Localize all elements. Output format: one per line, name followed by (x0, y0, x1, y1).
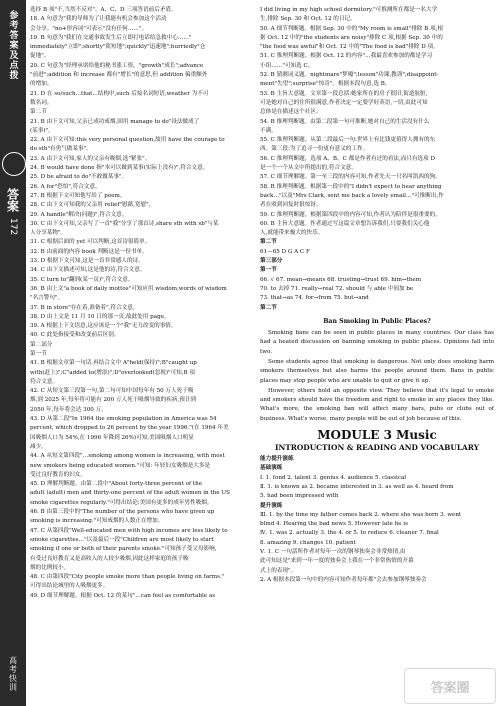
module-line: 能力提升演练 (260, 456, 294, 463)
answer-line: 烟的比例较小。 (30, 564, 70, 571)
watermark-logo (404, 668, 496, 704)
corrections-list (260, 276, 494, 304)
essay-body (260, 329, 494, 424)
answer-line: 21. B 由下文可知,父亲已成功戒烟,固用 manage to do"设法做成了 (30, 118, 200, 125)
answer-line: 43. D 从第二段"In 1964 the smoking population in America was 54 (30, 416, 217, 423)
answer-line: 有受过良好教育又是高收入的人较少吸烟,因此这样家庭的孩子吸 (30, 555, 189, 562)
answer-line: 39. A 根据上下文语意,这应该是一个"我"无力改变的事情。 (30, 323, 177, 330)
answer-line: 国吸烟人口为 54%,在 1996 年降到 26%)可知,美国吸烟人口明显 (30, 434, 194, 441)
answer-line: immediately"立即";shortly"简短地";quickly"迅速地";hurriedly"仓 (30, 44, 206, 51)
answer-line: 的增加。 (30, 81, 53, 88)
section-two-heading-b: 第二节 (260, 304, 277, 311)
answer-line: 是一个一个从文中所提出的,符合文意。 (260, 165, 357, 172)
answer-line: (某事)"。 (30, 127, 54, 134)
answer-line: 人分享某物"。 (30, 230, 67, 237)
answer-line: 选择 B 项"不,当然不反对"。A、C、D 三项答语前后矛盾。 (30, 7, 177, 13)
module-line: 式上的表现"。 (260, 567, 297, 574)
correction-line: 66. √ 67. mean→means 68. trusting→trust 69. him→them (260, 276, 422, 283)
answer-line: 第一节 (30, 350, 47, 357)
essay-paragraph: However, others hold an opposite view. They believe that it's legal to smoke and smokers should have the freedom and right to smoke in any places they like. What's more, the smoking ban will affect many bars, pubs or clubs out of business. What's worse, many people will be out of job because of this. (260, 387, 494, 422)
answer-line: 西。第三段:为了追寻一份更有意义的工作。 (260, 146, 369, 153)
module-line: Ⅳ. 1. was 2. actually 3. the 4. or 5. to reduce 6. cleaner 7. final (260, 530, 439, 537)
answer-line: 小组……"可知选 C。 (260, 62, 314, 69)
answer-line: I did living in my high school dormitory."可推测所在都是一名大学 (260, 7, 438, 13)
answer-line: 可得出结论城里的人吸烟更多。 (30, 583, 109, 590)
answer-line: 不满。 (260, 127, 277, 134)
answer-line: 据 Oct. 12 中的"the students are noisy"排除 C 项,根据 Sep. 30 中的 (260, 34, 443, 41)
answer-line: 23. A 由下文可知,家人的父亲有吸烟,选"紧张"。 (30, 155, 151, 162)
essay-title: Ban Smoking in Public Places? (323, 317, 431, 325)
correction-line: 70. to 去掉 71. really→real 72. should 与 able 中间加 be (260, 285, 414, 292)
answer-line: 31. C 根据后面的 yet 可以判断,这首诗很简单。 (30, 239, 151, 246)
answer-line: 可是她对自己的住所很满意,作者决定一定要学好英语,一切,由此可知 (260, 99, 428, 106)
sidebar-title: 参考答案及点拨 (7, 10, 18, 80)
right-column (260, 6, 494, 702)
answer-line: smoke cigarettes regularly."可得出结论:美国有更多的成年男性吸烟。 (30, 499, 213, 506)
module-line: 2. A 根据本段第一句中的内容可知作者每年都"会去参加钢琴独奏会 (260, 576, 427, 583)
answer-line: 烟,到 2025 年,每年将可能有 200 万人死于吸烟导致的疾病,预计到 (30, 397, 197, 404)
answer-line: "the food was awful"和 Oct. 12 中的"The food is bad"排除 D 项。 (260, 44, 439, 51)
answer-line: 33. D 根据下文可知,这是一首非常感人的诗。 (30, 258, 144, 265)
answer-line: 数名词。 (30, 99, 53, 106)
answer-line: with(赶上)";C"added to(增添)";D"overlooked(忽视)"可知,B 项 (30, 369, 196, 376)
module-subtitle: INTRODUCTION & READING AND VOCABULARY (275, 443, 479, 453)
answer-line: 人,就能带来极大的快乐。 (260, 230, 324, 237)
section-heading: 第二节 (260, 239, 277, 246)
sidebar-bottom-label: 高考快训 (8, 656, 18, 692)
answer-line: smoke cigarettes…"以及最后一段"Children are most likely to start (30, 536, 214, 543)
answer-line: percent, which dropped to 26 percent by the year 1996."(在 1964 年美 (30, 425, 229, 432)
sidebar (0, 0, 26, 706)
module-line: Ⅴ. 1. C 一句話所作者对每年一次的钢琴独奏会非常热情,由 (260, 549, 406, 556)
answer-line: "名言警句"。 (30, 295, 64, 302)
answer-line: smoking is increasing."可知戒烟的人数正在增加。 (30, 518, 164, 525)
answer-line: 37. B in store"存在着,准备着",符合文意。 (30, 304, 139, 311)
part-three-heading: 第三部分 (260, 258, 283, 265)
correction-line: 73. that→as 74. for→from 75. but→and (260, 295, 369, 302)
answer-line: adult (adult) men and thirty-one percent of the adult women in the US (30, 490, 230, 497)
answer-line: 28. C 由下文可知我的父亲用 relief"慰藉,宽慰"。 (30, 202, 155, 209)
answer-line: 45. D 理解判断题。由第二段中"About forty-three percent of the (30, 481, 203, 488)
answer-line: 46. B 由第三段中的"The number of the persons who have given up (30, 509, 215, 516)
answer-line: 18. A 句意为"我的导师为了让我能有机会参加这个活动 (30, 16, 167, 23)
section-one-heading: 第一节 (260, 267, 277, 274)
answer-line: 58. B 推理判断题。根据第一段中的"I didn't expect to hear anything (260, 183, 442, 190)
module-line: Ⅰ. 1. fond 2. talent 3. genius 4. audience 5. classical (260, 474, 407, 481)
essay-paragraph: Some students agree that smoking is dangerous. Not only does smoking harm smokers themselves but also harms the people around them. Bans in public places may stop people who are unable to quit or give it up. (260, 358, 494, 384)
answer-line: do sth"有勇气做某事"。 (30, 146, 92, 153)
answer-line: 19. B 句意为"我们在交通事故发生后立即打电话给急救中心……" (30, 34, 192, 41)
answer-line: new smokers being educated women."可知: 年轻妇女吸烟是大多是 (30, 462, 211, 469)
answer-line: 59. C 推理判断题。根据第四段中的内容可知,作者认为陪伴是很重要的。 (260, 211, 441, 218)
answer-line: 41. B 根据文章第一句话,再结合文中 A"held(保持)";B"caught up (30, 360, 197, 367)
answer-line: 者在收到回复时很惊讶。 (260, 202, 322, 209)
answer-line: 32. B 由前面的内容 book 判断这是一份书单。 (30, 248, 148, 255)
answer-line: 42. C 从短文第三段第一句,第二句可知中国每年有 50 万人死于吸 (30, 388, 194, 395)
answer-line: 44. A 从短文第四段"…smoking among women is increasing, with most (30, 453, 225, 460)
right-answers (260, 6, 494, 238)
answer-line: 符合文意。 (30, 378, 58, 385)
answer-line: 60. B 主旨大意题。作者通过写这篇文章想告诉我们,只要我们关心他 (260, 220, 430, 227)
answer-line: 49. D 细节理解题。根据 Oct. 12 的某句"…can feel as comfortable as (30, 592, 216, 599)
answer-line: 56. C 推理判断题。选项 A、B、C 都是作者有过的看法,而只有选项 D (260, 155, 436, 162)
answer-line: 2050 年,每年将会达 300 万。 (30, 406, 107, 413)
sidebar-answer-label: 答案 (5, 188, 20, 212)
answer-line: 30. C 由下文可知,父亲写了一首"我"分享了那首诗,share sth with sb"与某 (30, 220, 219, 227)
answer-line: 34. C 由下文描述可知,这是他的诗,符合文意。 (30, 267, 146, 274)
answer-line: 52. B 猜测词义题。nightmare"梦魇";lesson"功课,教训";disappoint- (260, 72, 439, 79)
answer-line: 25. D be afraid to do"不敢做某事"。 (30, 174, 128, 181)
answer-line: 促地"。 (30, 53, 50, 60)
answer-line: 36. B 由上文"a book of daily mottos"可知应用 wisdom,words of wisdom (30, 285, 227, 292)
answer-line: 55. C 推理判断题。从第二段最后一句:世界上有比钱更值得人拥有的东 (260, 137, 436, 144)
answer-line: 54. B 推理判断题。由第二段第一句可推断,她对自己的生活没有什么 (260, 118, 430, 125)
answer-line: 35. C turn to"翻到(某一页)",符合文意。 (30, 276, 134, 283)
module-line: 此可知这是"来到一年一度的独奏会上我在一个非常热情的开幕 (260, 558, 414, 565)
answer-line: 21. D 在 so/such...that...结构中,such 后接名词短语,weather 为不可 (30, 90, 209, 97)
essay-paragraph: Smoking bans can be seen in public places in many countries. Our class has had a heated discussion on banning smoking in public places. Opinions fall into two. (260, 330, 494, 355)
answer-line: 受过良好教育的妇女。 (30, 471, 86, 478)
module-line: 基础演练 (260, 465, 283, 472)
answer-line: 26. A for"恐怕",符合文意。 (30, 183, 101, 190)
module-title: MODULE 3 Music (317, 428, 437, 443)
module-line: blind 4. Hearing the bad news 5. However late he is (260, 521, 408, 528)
answer-line: 总体是在描述这个社区。 (260, 109, 322, 116)
answer-line: 生,排除 Sep. 30 和 Oct. 12 的日记。 (260, 16, 356, 23)
answer-line: 57. C 细节理解题。第一至三段的内容可知,作者先天一只名叫凯西的狗。 (260, 174, 441, 181)
answer-line: 第二节 (30, 109, 47, 116)
answer-line: 20. C 句意为"经理承诺给他的秘书涨工资。"growth"成长";advance (30, 62, 204, 69)
answer-line: "前进";addition 和 increase 都有"增长"的意思,但 addition 偏重额外 (30, 72, 208, 79)
answer-line: ment"失望";surprise"惊奇"。根据本段句意,选 B。 (260, 81, 391, 88)
answer-61-65: 61—65 D G A C F (260, 248, 310, 255)
left-column (30, 6, 254, 702)
answer-line: 22. A 由下文可知:this very personal question,故用 have the courage to (30, 137, 225, 144)
watermark-text: 答案圈 (430, 680, 470, 696)
answer-line: 50. A 细节判断题。根据 Sep. 30 中的"My room is small"排除 B 项,根 (260, 25, 444, 32)
module-line: 提升演练 (260, 502, 283, 509)
module-body (260, 455, 494, 585)
answer-line: 27. B 根据下文可知他写给了 poem。 (30, 192, 126, 199)
answer-line: 51. C 推理判断题。根据 Oct. 12 的内容"…我最喜欢参加的都是学习 (260, 53, 433, 60)
page-number: 172 (8, 218, 18, 236)
module-line: 8. amazing 9. changes 10. patient (260, 539, 356, 546)
answer-line: 40. C 此处指接受和改变前后区别。 (30, 332, 120, 339)
answer-line: 48. C 由第四段"City people smoke more than people living on farms." (30, 574, 225, 581)
module-line: Ⅲ. 1. by the time my father comes back 2. where she was born 3. went (260, 511, 462, 518)
answer-line: 减少。 (30, 443, 47, 450)
answer-line: smoking if one or both of their parents smoke."可知孩子受父母影响, (30, 546, 217, 553)
module-line: Ⅱ. 1. is known as 2. became interested in 3. as well as 4. heard from (260, 483, 454, 490)
module-line: 5. had been impressed with (260, 493, 339, 500)
answer-line: 会分享。"no+形容词"可表示"没有任何……"。 (30, 25, 148, 32)
answer-line: 38. D 由上文是 11 月 10 日的那一页,故此处用 page。 (30, 313, 170, 320)
answer-line: 53. B 主旨大意题。文章第一段总括:她家所在的房子很旧,街道肮脏, (260, 90, 428, 97)
answer-line: back…"以及"Mrs Clark, sent me back a lovely email…"可推断出,作 (260, 192, 444, 199)
sidebar-circle-decoration (2, 152, 26, 176)
answer-line: 24. B would have done 指"本可以做到某事(实际上没有)",符合文意。 (30, 165, 209, 172)
answer-line: 第二部分 (30, 341, 53, 348)
answer-line: 29. A handle"解决(问题)",符合文意。 (30, 211, 128, 218)
answer-line: 47. C 从第四段"Well-educated men with high incomes are less likely to (30, 527, 228, 534)
